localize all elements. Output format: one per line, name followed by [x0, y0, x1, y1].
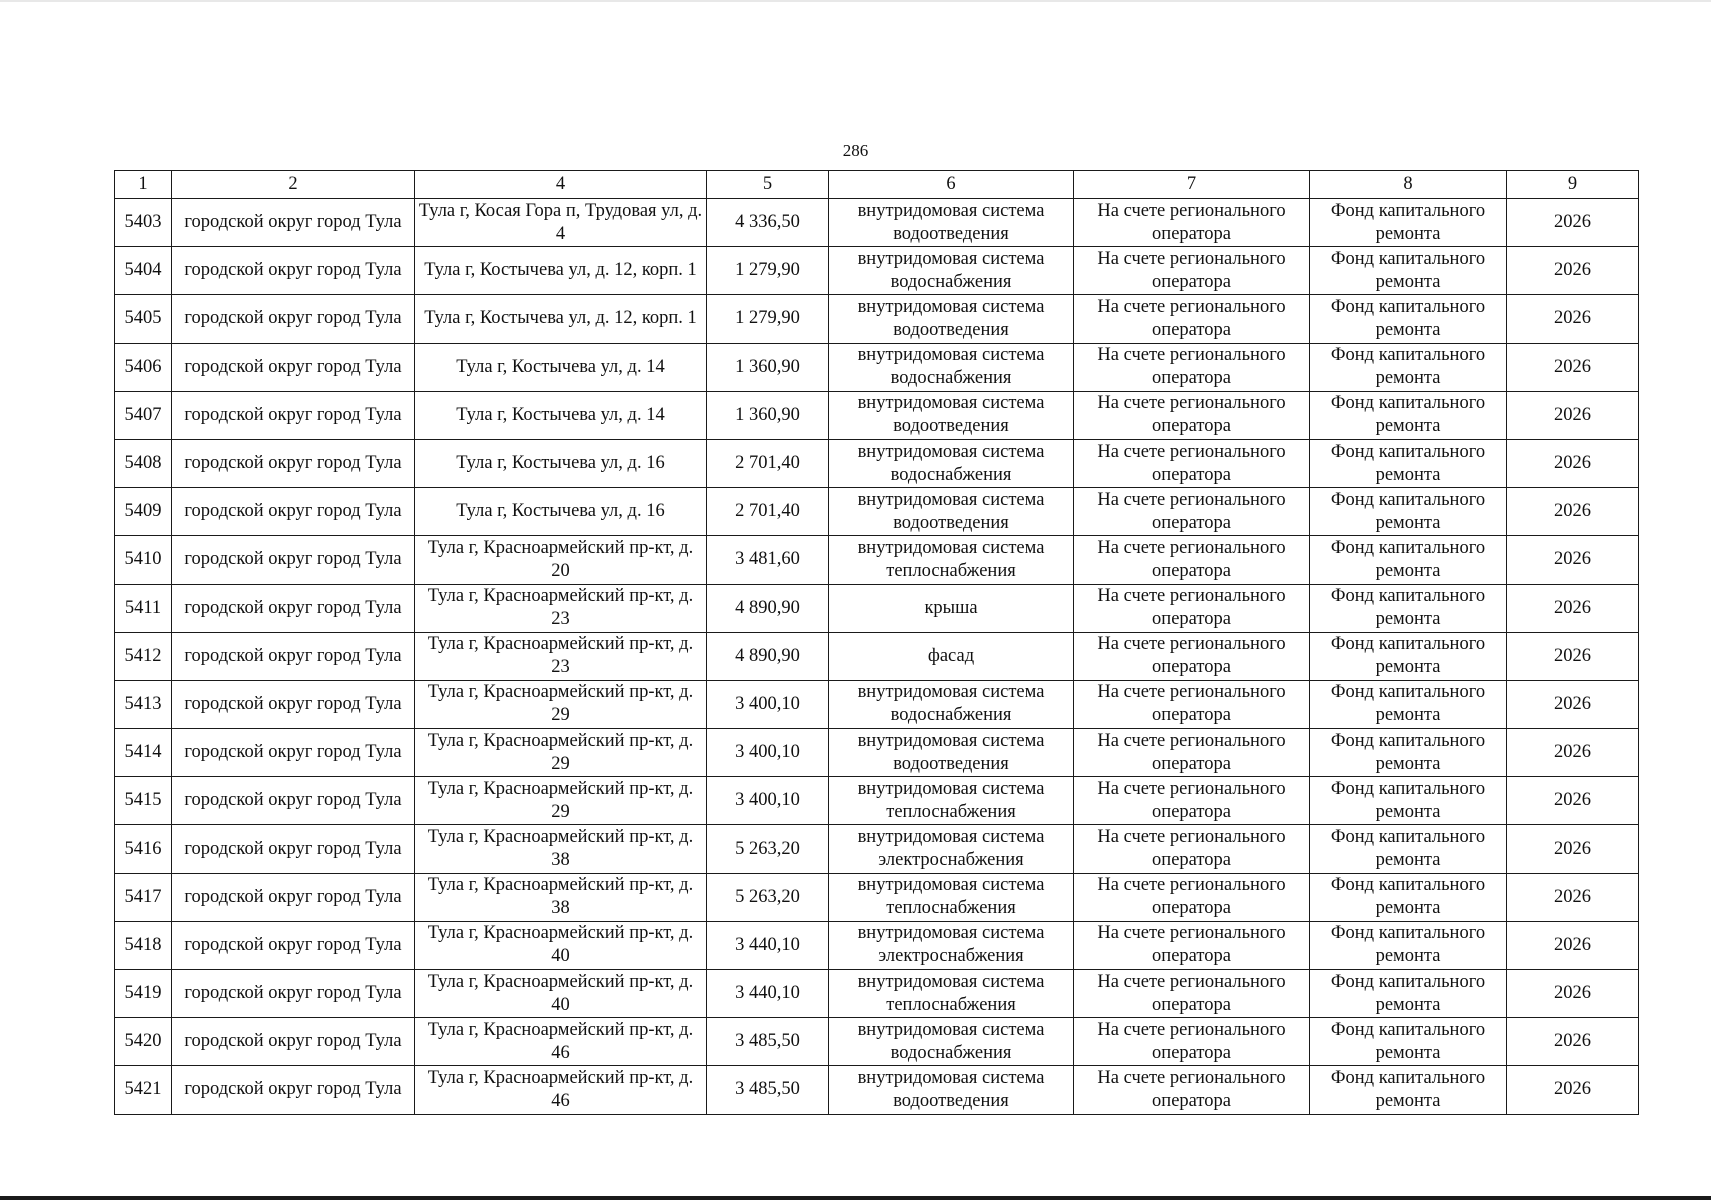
funding-source-cell: Фонд капитального ремонта: [1310, 584, 1507, 632]
municipality-cell: городской округ город Тула: [172, 777, 415, 825]
address-cell: Тула г, Красноармейский пр-кт, д. 46: [415, 1018, 707, 1066]
municipality-cell: городской округ город Тула: [172, 247, 415, 295]
municipality-cell: городской округ город Тула: [172, 970, 415, 1018]
account-method-cell: На счете регионального оператора: [1074, 729, 1310, 777]
account-method-cell: На счете регионального оператора: [1074, 873, 1310, 921]
work-type-cell: внутридомовая система водоотведения: [829, 295, 1074, 343]
work-type-cell: внутридомовая система водоснабжения: [829, 343, 1074, 391]
address-cell: Тула г, Красноармейский пр-кт, д. 40: [415, 921, 707, 969]
year-cell: 2026: [1507, 825, 1639, 873]
address-cell: Тула г, Красноармейский пр-кт, д. 23: [415, 632, 707, 680]
area-cell: 1 279,90: [707, 295, 829, 343]
work-type-cell: фасад: [829, 632, 1074, 680]
area-cell: 3 400,10: [707, 777, 829, 825]
work-type-cell: внутридомовая система водоотведения: [829, 199, 1074, 247]
table-row: [115, 873, 1639, 921]
municipality-cell: городской округ город Тула: [172, 632, 415, 680]
table-row: [115, 1066, 1639, 1114]
account-method-cell: На счете регионального оператора: [1074, 488, 1310, 536]
address-cell: Тула г, Красноармейский пр-кт, д. 40: [415, 970, 707, 1018]
table-row: [115, 488, 1639, 536]
row-number-cell: 5408: [115, 439, 172, 487]
municipality-cell: городской округ город Тула: [172, 439, 415, 487]
funding-source-cell: Фонд капитального ремонта: [1310, 680, 1507, 728]
address-cell: Тула г, Красноармейский пр-кт, д. 46: [415, 1066, 707, 1114]
table-row: [115, 439, 1639, 487]
municipality-cell: городской округ город Тула: [172, 1018, 415, 1066]
municipality-cell: городской округ город Тула: [172, 343, 415, 391]
year-cell: 2026: [1507, 391, 1639, 439]
municipality-cell: городской округ город Тула: [172, 584, 415, 632]
column-header-2: 2: [172, 171, 415, 199]
funding-source-cell: Фонд капитального ремонта: [1310, 729, 1507, 777]
address-cell: Тула г, Костычева ул, д. 14: [415, 343, 707, 391]
year-cell: 2026: [1507, 970, 1639, 1018]
funding-source-cell: Фонд капитального ремонта: [1310, 873, 1507, 921]
municipality-cell: городской округ город Тула: [172, 536, 415, 584]
address-cell: Тула г, Красноармейский пр-кт, д. 20: [415, 536, 707, 584]
row-number-cell: 5412: [115, 632, 172, 680]
column-header-7: 7: [1074, 171, 1310, 199]
municipality-cell: городской округ город Тула: [172, 825, 415, 873]
table-row: [115, 632, 1639, 680]
column-header-9: 9: [1507, 171, 1639, 199]
row-number-cell: 5409: [115, 488, 172, 536]
area-cell: 4 890,90: [707, 632, 829, 680]
area-cell: 5 263,20: [707, 825, 829, 873]
work-type-cell: внутридомовая система теплоснабжения: [829, 536, 1074, 584]
year-cell: 2026: [1507, 488, 1639, 536]
account-method-cell: На счете регионального оператора: [1074, 1066, 1310, 1114]
area-cell: 3 400,10: [707, 680, 829, 728]
area-cell: 2 701,40: [707, 488, 829, 536]
municipality-cell: городской округ город Тула: [172, 873, 415, 921]
year-cell: 2026: [1507, 873, 1639, 921]
table-row: [115, 921, 1639, 969]
year-cell: 2026: [1507, 247, 1639, 295]
row-number-cell: 5406: [115, 343, 172, 391]
page-top-edge: [0, 0, 1711, 2]
area-cell: 2 701,40: [707, 439, 829, 487]
work-type-cell: крыша: [829, 584, 1074, 632]
year-cell: 2026: [1507, 680, 1639, 728]
year-cell: 2026: [1507, 777, 1639, 825]
area-cell: 5 263,20: [707, 873, 829, 921]
funding-source-cell: Фонд капитального ремонта: [1310, 825, 1507, 873]
column-header-6: 6: [829, 171, 1074, 199]
address-cell: Тула г, Костычева ул, д. 12, корп. 1: [415, 295, 707, 343]
funding-source-cell: Фонд капитального ремонта: [1310, 536, 1507, 584]
table-row: [115, 729, 1639, 777]
year-cell: 2026: [1507, 295, 1639, 343]
account-method-cell: На счете регионального оператора: [1074, 295, 1310, 343]
area-cell: 3 481,60: [707, 536, 829, 584]
funding-source-cell: Фонд капитального ремонта: [1310, 295, 1507, 343]
area-cell: 1 279,90: [707, 247, 829, 295]
table-row: [115, 343, 1639, 391]
account-method-cell: На счете регионального оператора: [1074, 343, 1310, 391]
row-number-cell: 5420: [115, 1018, 172, 1066]
funding-source-cell: Фонд капитального ремонта: [1310, 777, 1507, 825]
address-cell: Тула г, Красноармейский пр-кт, д. 29: [415, 729, 707, 777]
work-type-cell: внутридомовая система теплоснабжения: [829, 970, 1074, 1018]
account-method-cell: На счете регионального оператора: [1074, 680, 1310, 728]
column-number-header-row: [115, 171, 1639, 199]
row-number-cell: 5415: [115, 777, 172, 825]
column-header-1: 1: [115, 171, 172, 199]
row-number-cell: 5413: [115, 680, 172, 728]
table-body: [115, 199, 1639, 1115]
table-row: [115, 199, 1639, 247]
account-method-cell: На счете регионального оператора: [1074, 632, 1310, 680]
funding-source-cell: Фонд капитального ремонта: [1310, 970, 1507, 1018]
municipality-cell: городской округ город Тула: [172, 680, 415, 728]
account-method-cell: На счете регионального оператора: [1074, 439, 1310, 487]
municipality-cell: городской округ город Тула: [172, 391, 415, 439]
column-header-5: 5: [707, 171, 829, 199]
page-bottom-edge: [0, 1196, 1711, 1200]
funding-source-cell: Фонд капитального ремонта: [1310, 1066, 1507, 1114]
column-header-4: 4: [415, 171, 707, 199]
row-number-cell: 5405: [115, 295, 172, 343]
area-cell: 3 485,50: [707, 1066, 829, 1114]
year-cell: 2026: [1507, 536, 1639, 584]
work-type-cell: внутридомовая система теплоснабжения: [829, 777, 1074, 825]
address-cell: Тула г, Костычева ул, д. 16: [415, 488, 707, 536]
municipality-cell: городской округ город Тула: [172, 199, 415, 247]
funding-source-cell: Фонд капитального ремонта: [1310, 439, 1507, 487]
work-type-cell: внутридомовая система водоотведения: [829, 488, 1074, 536]
funding-source-cell: Фонд капитального ремонта: [1310, 343, 1507, 391]
work-type-cell: внутридомовая система водоснабжения: [829, 247, 1074, 295]
account-method-cell: На счете регионального оператора: [1074, 825, 1310, 873]
funding-source-cell: Фонд капитального ремонта: [1310, 921, 1507, 969]
work-type-cell: внутридомовая система электроснабжения: [829, 825, 1074, 873]
table-row: [115, 536, 1639, 584]
row-number-cell: 5411: [115, 584, 172, 632]
row-number-cell: 5403: [115, 199, 172, 247]
account-method-cell: На счете регионального оператора: [1074, 777, 1310, 825]
work-type-cell: внутридомовая система водоотведения: [829, 1066, 1074, 1114]
address-cell: Тула г, Красноармейский пр-кт, д. 29: [415, 680, 707, 728]
work-type-cell: внутридомовая система водоснабжения: [829, 680, 1074, 728]
address-cell: Тула г, Костычева ул, д. 14: [415, 391, 707, 439]
year-cell: 2026: [1507, 343, 1639, 391]
area-cell: 1 360,90: [707, 391, 829, 439]
work-type-cell: внутридомовая система теплоснабжения: [829, 873, 1074, 921]
municipality-cell: городской округ город Тула: [172, 729, 415, 777]
municipality-cell: городской округ город Тула: [172, 488, 415, 536]
address-cell: Тула г, Костычева ул, д. 12, корп. 1: [415, 247, 707, 295]
account-method-cell: На счете регионального оператора: [1074, 536, 1310, 584]
funding-source-cell: Фонд капитального ремонта: [1310, 247, 1507, 295]
account-method-cell: На счете регионального оператора: [1074, 247, 1310, 295]
address-cell: Тула г, Костычева ул, д. 16: [415, 439, 707, 487]
account-method-cell: На счете регионального оператора: [1074, 199, 1310, 247]
row-number-cell: 5414: [115, 729, 172, 777]
table-row: [115, 777, 1639, 825]
account-method-cell: На счете регионального оператора: [1074, 1018, 1310, 1066]
work-type-cell: внутридомовая система водоотведения: [829, 391, 1074, 439]
funding-source-cell: Фонд капитального ремонта: [1310, 391, 1507, 439]
year-cell: 2026: [1507, 199, 1639, 247]
area-cell: 1 360,90: [707, 343, 829, 391]
row-number-cell: 5416: [115, 825, 172, 873]
work-type-cell: внутридомовая система водоснабжения: [829, 1018, 1074, 1066]
table-row: [115, 1018, 1639, 1066]
work-type-cell: внутридомовая система водоотведения: [829, 729, 1074, 777]
municipality-cell: городской округ город Тула: [172, 1066, 415, 1114]
address-cell: Тула г, Красноармейский пр-кт, д. 29: [415, 777, 707, 825]
table-row: [115, 391, 1639, 439]
area-cell: 3 440,10: [707, 921, 829, 969]
row-number-cell: 5417: [115, 873, 172, 921]
column-header-8: 8: [1310, 171, 1507, 199]
work-type-cell: внутридомовая система водоснабжения: [829, 439, 1074, 487]
funding-source-cell: Фонд капитального ремонта: [1310, 488, 1507, 536]
year-cell: 2026: [1507, 1018, 1639, 1066]
year-cell: 2026: [1507, 632, 1639, 680]
row-number-cell: 5419: [115, 970, 172, 1018]
year-cell: 2026: [1507, 439, 1639, 487]
year-cell: 2026: [1507, 729, 1639, 777]
funding-source-cell: Фонд капитального ремонта: [1310, 199, 1507, 247]
funding-source-cell: Фонд капитального ремонта: [1310, 632, 1507, 680]
funding-source-cell: Фонд капитального ремонта: [1310, 1018, 1507, 1066]
account-method-cell: На счете регионального оператора: [1074, 584, 1310, 632]
area-cell: 4 336,50: [707, 199, 829, 247]
row-number-cell: 5407: [115, 391, 172, 439]
address-cell: Тула г, Косая Гора п, Трудовая ул, д. 4: [415, 199, 707, 247]
area-cell: 3 400,10: [707, 729, 829, 777]
municipality-cell: городской округ город Тула: [172, 295, 415, 343]
area-cell: 3 485,50: [707, 1018, 829, 1066]
row-number-cell: 5410: [115, 536, 172, 584]
table-row: [115, 680, 1639, 728]
area-cell: 4 890,90: [707, 584, 829, 632]
table-row: [115, 247, 1639, 295]
address-cell: Тула г, Красноармейский пр-кт, д. 23: [415, 584, 707, 632]
account-method-cell: На счете регионального оператора: [1074, 391, 1310, 439]
table-row: [115, 584, 1639, 632]
repair-program-table: [114, 170, 1639, 1115]
year-cell: 2026: [1507, 584, 1639, 632]
municipality-cell: городской округ город Тула: [172, 921, 415, 969]
table-row: [115, 825, 1639, 873]
year-cell: 2026: [1507, 1066, 1639, 1114]
area-cell: 3 440,10: [707, 970, 829, 1018]
row-number-cell: 5404: [115, 247, 172, 295]
row-number-cell: 5421: [115, 1066, 172, 1114]
row-number-cell: 5418: [115, 921, 172, 969]
address-cell: Тула г, Красноармейский пр-кт, д. 38: [415, 825, 707, 873]
account-method-cell: На счете регионального оператора: [1074, 970, 1310, 1018]
table-row: [115, 970, 1639, 1018]
work-type-cell: внутридомовая система электроснабжения: [829, 921, 1074, 969]
address-cell: Тула г, Красноармейский пр-кт, д. 38: [415, 873, 707, 921]
account-method-cell: На счете регионального оператора: [1074, 921, 1310, 969]
year-cell: 2026: [1507, 921, 1639, 969]
table-row: [115, 295, 1639, 343]
page-number: 286: [842, 141, 869, 160]
